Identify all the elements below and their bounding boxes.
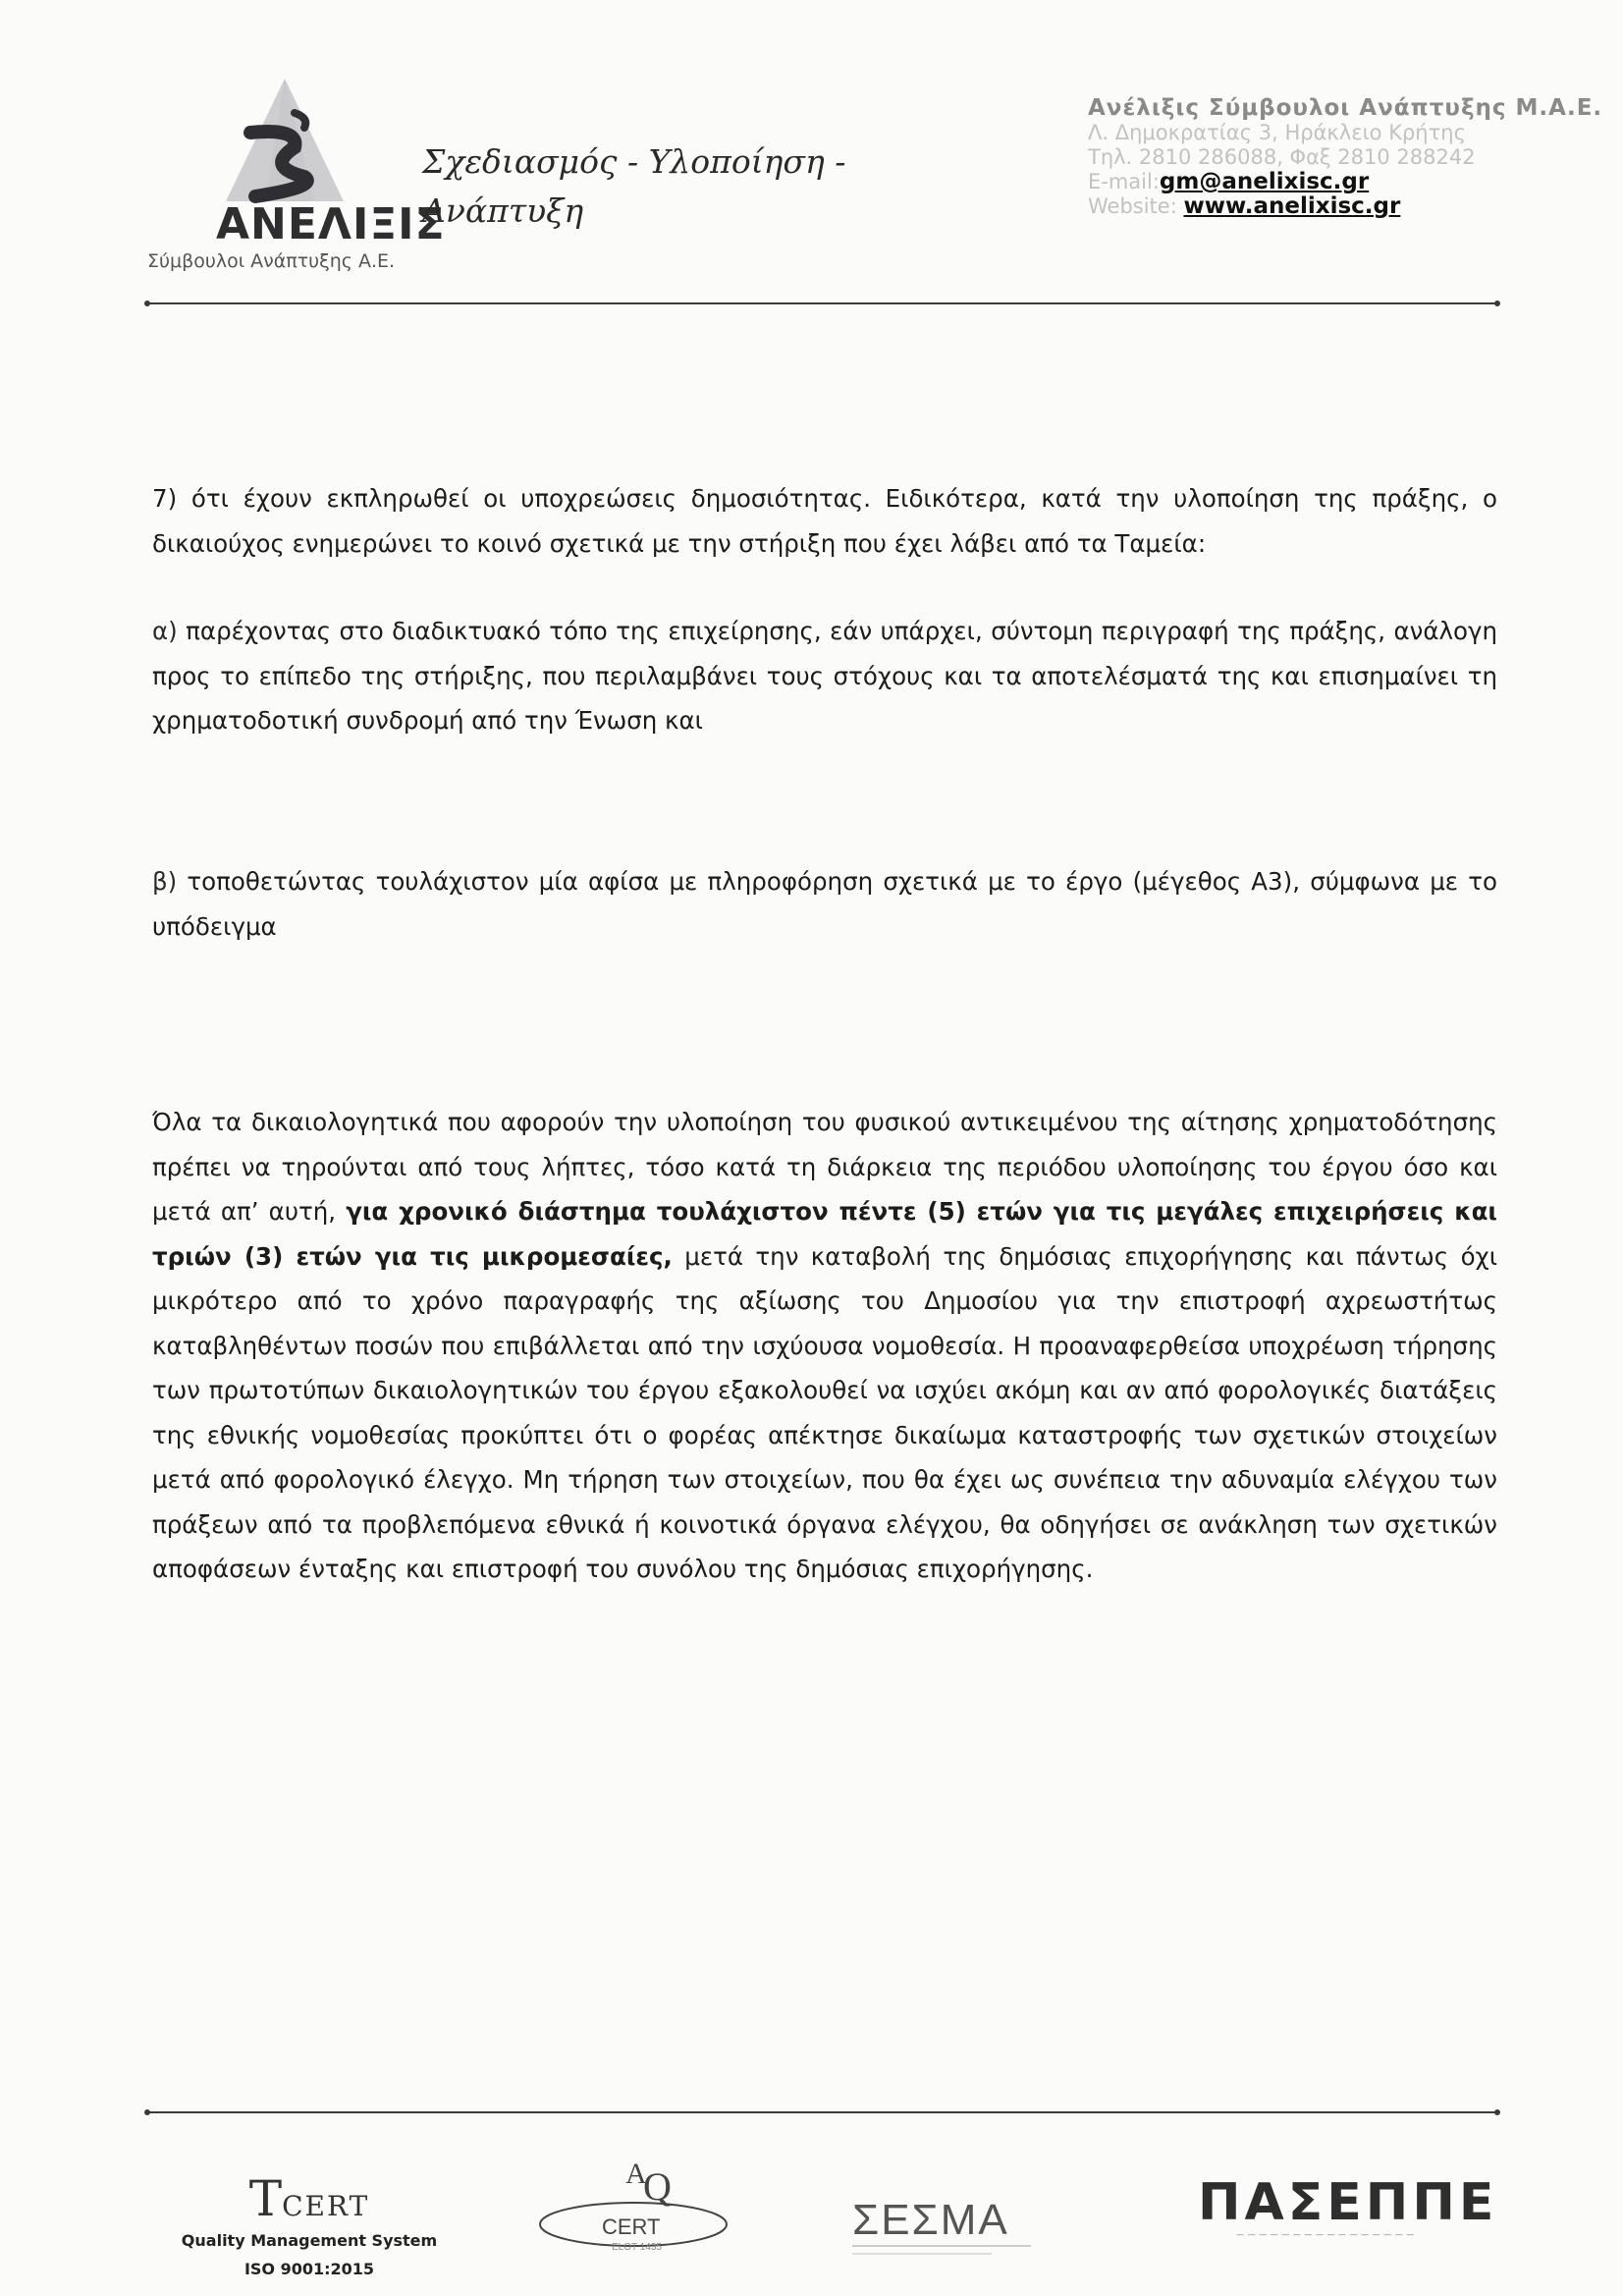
pasepe-logo xyxy=(1198,2173,1498,2264)
company-logo xyxy=(147,74,446,280)
item-b-letter: β) xyxy=(152,867,178,896)
tcert-line-2: ISO 9001:2015 xyxy=(243,2260,375,2278)
email-label: E-mail: xyxy=(1088,170,1160,193)
website-row xyxy=(1088,194,1602,219)
logo-brand: ΑΝΕΛΙΞΙΣ xyxy=(216,199,446,249)
tcert-logo xyxy=(167,2170,452,2288)
tagline-line-2: Ανάπτυξη xyxy=(422,191,584,230)
pasepe-underline: — — — — — — — — — — — — — — — — xyxy=(1236,2230,1415,2239)
svg-text:Q: Q xyxy=(643,2164,672,2209)
company-address: Λ. Δημοκρατίας 3, Ηράκλειο Κρήτης xyxy=(1088,121,1466,144)
website-link[interactable]: www.anelixisc.gr xyxy=(1183,193,1401,219)
retention-text-bold: για χρονικό διάστημα τουλάχιστον πέντε (5) ετών για τις μεγάλες επιχειρήσεις και τριών (3) ετών για τις μικρομεσαίες, xyxy=(152,1197,1497,1271)
tagline xyxy=(422,137,845,236)
sesma-mark: ΣΕΣΜΑ xyxy=(852,2196,1009,2244)
company-name: Ανέλιξις Σύμβουλοι Ανάπτυξης Μ.Α.Ε. xyxy=(1088,95,1603,121)
sesma-emblem-icon xyxy=(844,2165,1041,2273)
website-label: Website: xyxy=(1088,194,1177,218)
aq-cert-emblem-icon xyxy=(535,2146,731,2283)
paragraph-obligations: 7) ότι έχουν εκπληρωθεί οι υποχρεώσεις δημοσιότητας. Ειδικότερα, κατά την υλοποίηση της πράξης, ο δικαιούχος ενημερώνει το κοινό σχετικά με την στήριξη που έχει λάβει από τα Ταμεία: xyxy=(152,484,1497,558)
logo-subtitle: Σύμβουλοι Ανάπτυξης Α.Ε. xyxy=(147,250,396,272)
tcert-line-1: Quality Management System xyxy=(181,2231,438,2250)
retention-text-start: Όλα τα δικαιολογητικά που αφορούν την υλοποίηση του φυσικού αντικειμένου της αίτησης χρηματοδότησης πρέπει να τηρούνται από τους λήπτες, τόσο κατά τη διάρκεια της περιόδου υλοποίησης του έργου όσο και μετά απ’ αυτή, xyxy=(152,1108,1497,1226)
email-row xyxy=(1088,170,1602,194)
logo-triangle-icon xyxy=(147,74,422,211)
tcert-mark: TCERT xyxy=(248,2170,370,2227)
company-phone: Τηλ. 2810 286088, Φαξ 2810 288242 xyxy=(1088,145,1476,169)
item-a-letter: α) xyxy=(152,617,178,645)
email-link[interactable]: gm@anelixisc.gr xyxy=(1159,169,1370,194)
paragraph-retention xyxy=(152,1100,1497,1592)
tagline-line-1: Σχεδιασμός - Υλοποίηση - xyxy=(422,142,846,181)
pasepe-mark: ΠΑΣΕΠΠΕ xyxy=(1198,2173,1498,2232)
retention-text-end: μετά την καταβολή της δημόσιας επιχορήγησης και πάντως όχι μικρότερο από το χρόνο παραγραφής της αξίωσης του Δημοσίου για την επιστροφή αχρεωστήτως καταβληθέντων ποσών που επιβάλλεται από την ισχύουσα νομοθεσία. Η προαναφερθείσα υποχρέωση τήρησης των πρωτοτύπων δικαιολογητικών του έργου εξακολουθεί να ισχύει ακόμη και αν από φορολογικές διατάξεις της εθνικής νομοθεσίας προκύπτει ότι ο φορέας απέκτησε δικαίωμα καταστροφής των σχετικών στοιχείων μετά από φορολογικό έλεγχο. Μη τήρηση των στοιχείων, που θα έχει ως συνέπεια την αδυναμία ελέγχου των πράξεων από τα προβλεπόμενα εθνικά ή κοινοτικά όργανα ελέγχου, θα οδηγήσει σε ανάκληση των σχετικών αποφάσεων ένταξης και επιστροφή του συνόλου της δημόσιας επιχορήγησης. xyxy=(152,1241,1497,1583)
svg-text:A: A xyxy=(625,2158,647,2190)
paragraph-item-b xyxy=(152,859,1497,949)
header-divider xyxy=(147,302,1497,304)
contact-block xyxy=(1088,96,1602,219)
sesma-logo xyxy=(844,2165,1041,2273)
paragraph-item-a xyxy=(152,609,1497,743)
item-b-text: τοποθετώντας τουλάχιστον μία αφίσα με πληροφόρηση σχετικά με το έργο (μέγεθος Α3), σύμφωνα με το υπόδειγμα xyxy=(152,867,1497,941)
aq-cert-mark: CERT xyxy=(602,2214,661,2239)
aq-cert-logo xyxy=(535,2146,731,2283)
item-a-text: παρέχοντας στο διαδικτυακό τόπο της επιχείρησης, εάν υπάρχει, σύντομη περιγραφή της πράξης, ανάλογη προς το επίπεδο της στήριξης, που περιλαμβάνει τους στόχους και τα αποτελέσματά της και επισημαίνει τη χρηματοδοτική συνδρομή από την Ένωση και xyxy=(152,617,1497,735)
footer-divider xyxy=(147,2111,1497,2113)
aq-cert-sub: ELOT 1435 xyxy=(612,2242,662,2253)
